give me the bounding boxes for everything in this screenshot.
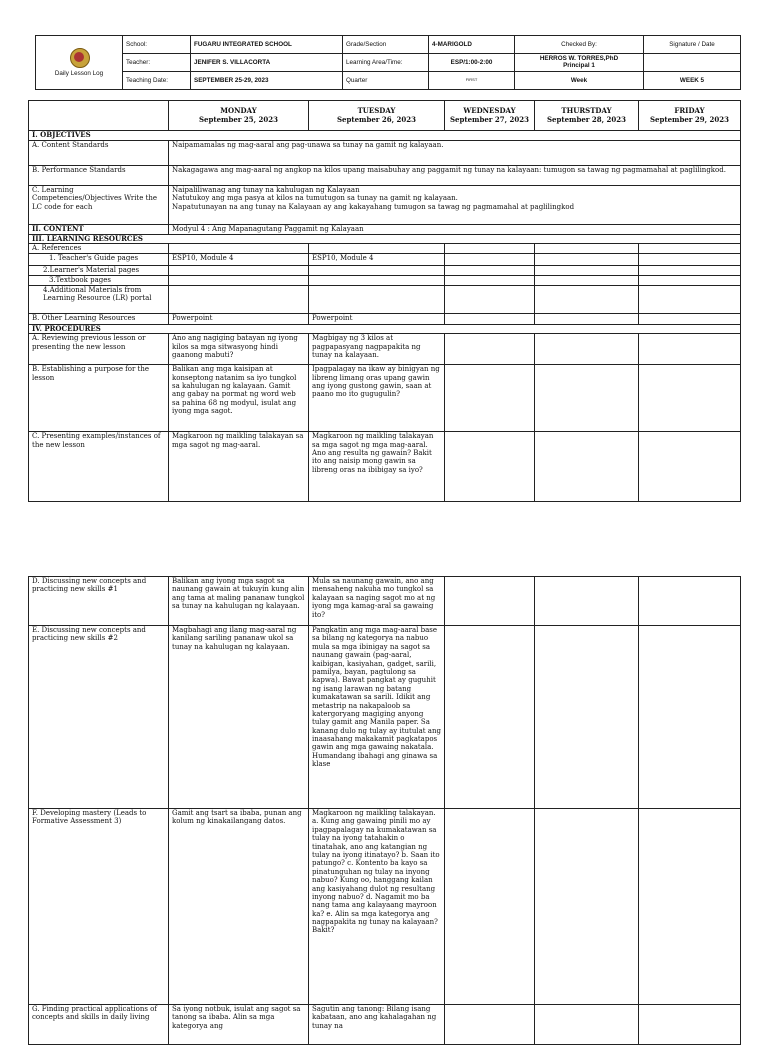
content-standards: Naipamamalas ng mag-aaral ang pag-unawa sa tunay na gamit ng kalayaan. [169, 141, 741, 166]
signature-blank [644, 54, 741, 72]
proc-e-tuesday: Pangkatin ang mga mag-aaral base sa bilang ng kategorya na nabuo mula sa mga ibinigay na sagot sa naunang gawain (pag-aaral, kaibigan, kasiyahan, gadget, sarili, pamilya, bayan, pagtulong sa kapwa). Bawat pangkat ay guguhit ng isang larawan ng batang kumakatawan sa sarili. Idikit ang metastrip na nakapaloob sa katergoryang magiging anyong tulay gamit ang Manila paper. Sa kanang dulo ng tulay ay itutulat ang inaasahang makakamit pagkatapos gawin ang mga gawaing nakatala. Humandang ibahagi ang ginawa sa klase [309, 626, 445, 809]
performance-standards-label: B. Performance Standards [29, 166, 169, 186]
proc-b-tuesday: Ipagpalagay na ikaw ay binigyan ng libreng limang oras upang gawin ang iyong gustong gawin, saan at paano mo ito gugugulin? [309, 365, 445, 432]
day-header-friday: FRIDAY September 29, 2023 [639, 101, 741, 131]
proc-e-monday: Magbahagi ang ilang mag-aaral ng kanilang sariling pananaw ukol sa tunay na kahulugan ng kalayaan. [169, 626, 309, 809]
logo-cell [36, 36, 123, 90]
content-heading: II. CONTENT [29, 225, 169, 235]
teacher-label: Teacher: [123, 54, 191, 72]
proc-d-label: D. Discussing new concepts and practicing new skills #1 [29, 577, 169, 626]
proc-d-tuesday: Mula sa naunang gawain, ano ang mensaheng nakuha mo tungkol sa kalayaan sa naging sagot mo at ng iyong mga kamag-aral sa gawaing ito? [309, 577, 445, 626]
checked-by-label: Checked By: [515, 36, 644, 54]
proc-g-label: G. Finding practical applications of concepts and skills in daily living [29, 1005, 169, 1045]
proc-c-monday: Magkaroon ng maikling talakayan sa mga sagot ng mag-aaral. [169, 432, 309, 502]
references-label: A. References [29, 244, 169, 253]
objectives-heading: I. OBJECTIVES [29, 131, 741, 141]
corner-cell [29, 101, 169, 131]
school-name: FUGARU INTEGRATED SCHOOL [191, 36, 343, 54]
proc-d-monday: Balikan ang iyong mga sagot sa naunang gawain at tukuyin kung alin ang tama at maling pananaw tungkol sa tunay na kahulugan ng kalayaan. [169, 577, 309, 626]
checker-cell [515, 54, 644, 72]
area-label: Learning Area/Time: [343, 54, 429, 72]
tg-monday: ESP10, Module 4 [169, 253, 309, 265]
proc-f-tuesday: Magkaroon ng maikling talakayan. a. Kung ang gawaing pinili mo ay ipagpapalagay na kumakatawan sa tulay na iyong tatahakin o tinatahak, ano ang katangian ng tulay na iyong itinatayo? b. Saan ito patungo? c. Kontento ba kayo sa pinatunguhan ng tulay na inyong nabuo? Kung oo, hanggang kailan ang kasiyahang dulot ng resultang inyong nabuo? d. Nagamit mo ba nang tama ang kalayaang mayroon ka? e. Alin sa mga kategorya ang nagpapakita ng tunay na kalayaan? Bakit? [309, 809, 445, 1005]
week-value: WEEK 5 [644, 72, 741, 90]
grade-section: 4-MARIGOLD [429, 36, 515, 54]
proc-a-tuesday: Magbigay ng 3 kilos at pagpapasyang nagpapakita ng tunay na kalayaan. [309, 334, 445, 365]
day-header-wednesday: WEDNESDAY September 27, 2023 [445, 101, 535, 131]
other-tuesday: Powerpoint [309, 313, 445, 324]
proc-g-monday: Sa iyong notbuk, isulat ang sagot sa tanong sa ibaba. Alin sa mga kategorya ang [169, 1005, 309, 1045]
performance-standards: Nakagagawa ang mag-aaral ng angkop na kilos upang maisabuhay ang paggamit ng tunay na kalayaan: tumugon sa tawag ng pagmamahal at paglilingkod. [169, 166, 741, 186]
checker-name: HERROS W. TORRES,PhD [539, 54, 619, 62]
other-monday: Powerpoint [169, 313, 309, 324]
week-label: Week [515, 72, 644, 90]
teaching-date: SEPTEMBER 25-29, 2023 [191, 72, 343, 90]
quarter-value: FIRST [429, 72, 515, 90]
proc-f-monday: Gamit ang tsart sa ibaba, punan ang kolum ng kinakailangang datos. [169, 809, 309, 1005]
date-label: Teaching Date: [123, 72, 191, 90]
school-label: School: [123, 36, 191, 54]
tg-tuesday: ESP10, Module 4 [309, 253, 445, 265]
competencies-label: C. Learning Competencies/Objectives Write the LC code for each [29, 186, 169, 225]
proc-g-tuesday: Sagutin ang tanong: Bilang isang kabataan, ano ang kahalagahan ng tunay na [309, 1005, 445, 1045]
learners-material-label: 2.Learner's Material pages [29, 265, 169, 275]
proc-f-label: F. Developing mastery (Leads to Formative Assessment 3) [29, 809, 169, 1005]
resources-heading: III. LEARNING RESOURCES [29, 235, 741, 244]
proc-e-label: E. Discussing new concepts and practicing new skills #2 [29, 626, 169, 809]
lesson-table [28, 100, 741, 502]
competencies: Naipaliliwanag ang tunay na kahulugan ng Kalayaan Natutukoy ang mga pasya at kilos na tumutugon sa tunay na gamit ng kalayaan. Napatutunayan na ang tunay na Kalayaan ay ang kakayahang tumugon sa tawag ng pagmamahal at paglilingkod [169, 186, 741, 225]
procedures-heading: IV. PROCEDURES [29, 324, 741, 333]
teachers-guide-label: 1. Teacher's Guide pages [29, 253, 169, 265]
teacher-name: JENIFER S. VILLACORTA [191, 54, 343, 72]
proc-b-label: B. Establishing a purpose for the lesson [29, 365, 169, 432]
proc-c-tuesday: Magkaroon ng maikling talakayan sa mga sagot ng mga mag-aaral. Ano ang resulta ng gawain? Bakit ito ang naisip mong gawin sa libreng oras na ibibigay sa iyo? [309, 432, 445, 502]
content-value: Modyul 4 : Ang Mapanagutang Paggamit ng Kalayaan [169, 225, 741, 235]
day-header-monday: MONDAY September 25, 2023 [169, 101, 309, 131]
deped-seal-icon [66, 48, 92, 68]
lr-portal-label: 4.Additional Materials from Learning Resource (LR) portal [29, 285, 169, 313]
checker-title: Principal 1 [563, 61, 595, 69]
grade-label: Grade/Section [343, 36, 429, 54]
textbook-label: 3.Textbook pages [29, 275, 169, 285]
header-table [35, 35, 741, 90]
log-title: Daily Lesson Log [54, 69, 104, 77]
signature-label: Signature / Date [644, 36, 741, 54]
proc-b-monday: Balikan ang mga kaisipan at konseptong natanim sa iyo tungkol sa kahulugan ng kalayaan. Gamit ang gabay na pormat ng word web sa pahina 68 ng modyul, isulat ang iyong mga sagot. [169, 365, 309, 432]
content-standards-label: A. Content Standards [29, 141, 169, 166]
day-header-thursday: THURSTDAY September 28, 2023 [535, 101, 639, 131]
lesson-table-continued [28, 576, 741, 1045]
proc-a-label: A. Reviewing previous lesson or presenting the new lesson [29, 334, 169, 365]
quarter-label: Quarter [343, 72, 429, 90]
day-header-tuesday: TUESDAY September 26, 2023 [309, 101, 445, 131]
learning-area: ESP/1:00-2:00 [429, 54, 515, 72]
proc-c-label: C. Presenting examples/instances of the new lesson [29, 432, 169, 502]
other-resources-label: B. Other Learning Resources [29, 313, 169, 324]
proc-a-monday: Ano ang nagiging batayan ng iyong kilos sa mga sitwasyong hindi gaanong mabuti? [169, 334, 309, 365]
